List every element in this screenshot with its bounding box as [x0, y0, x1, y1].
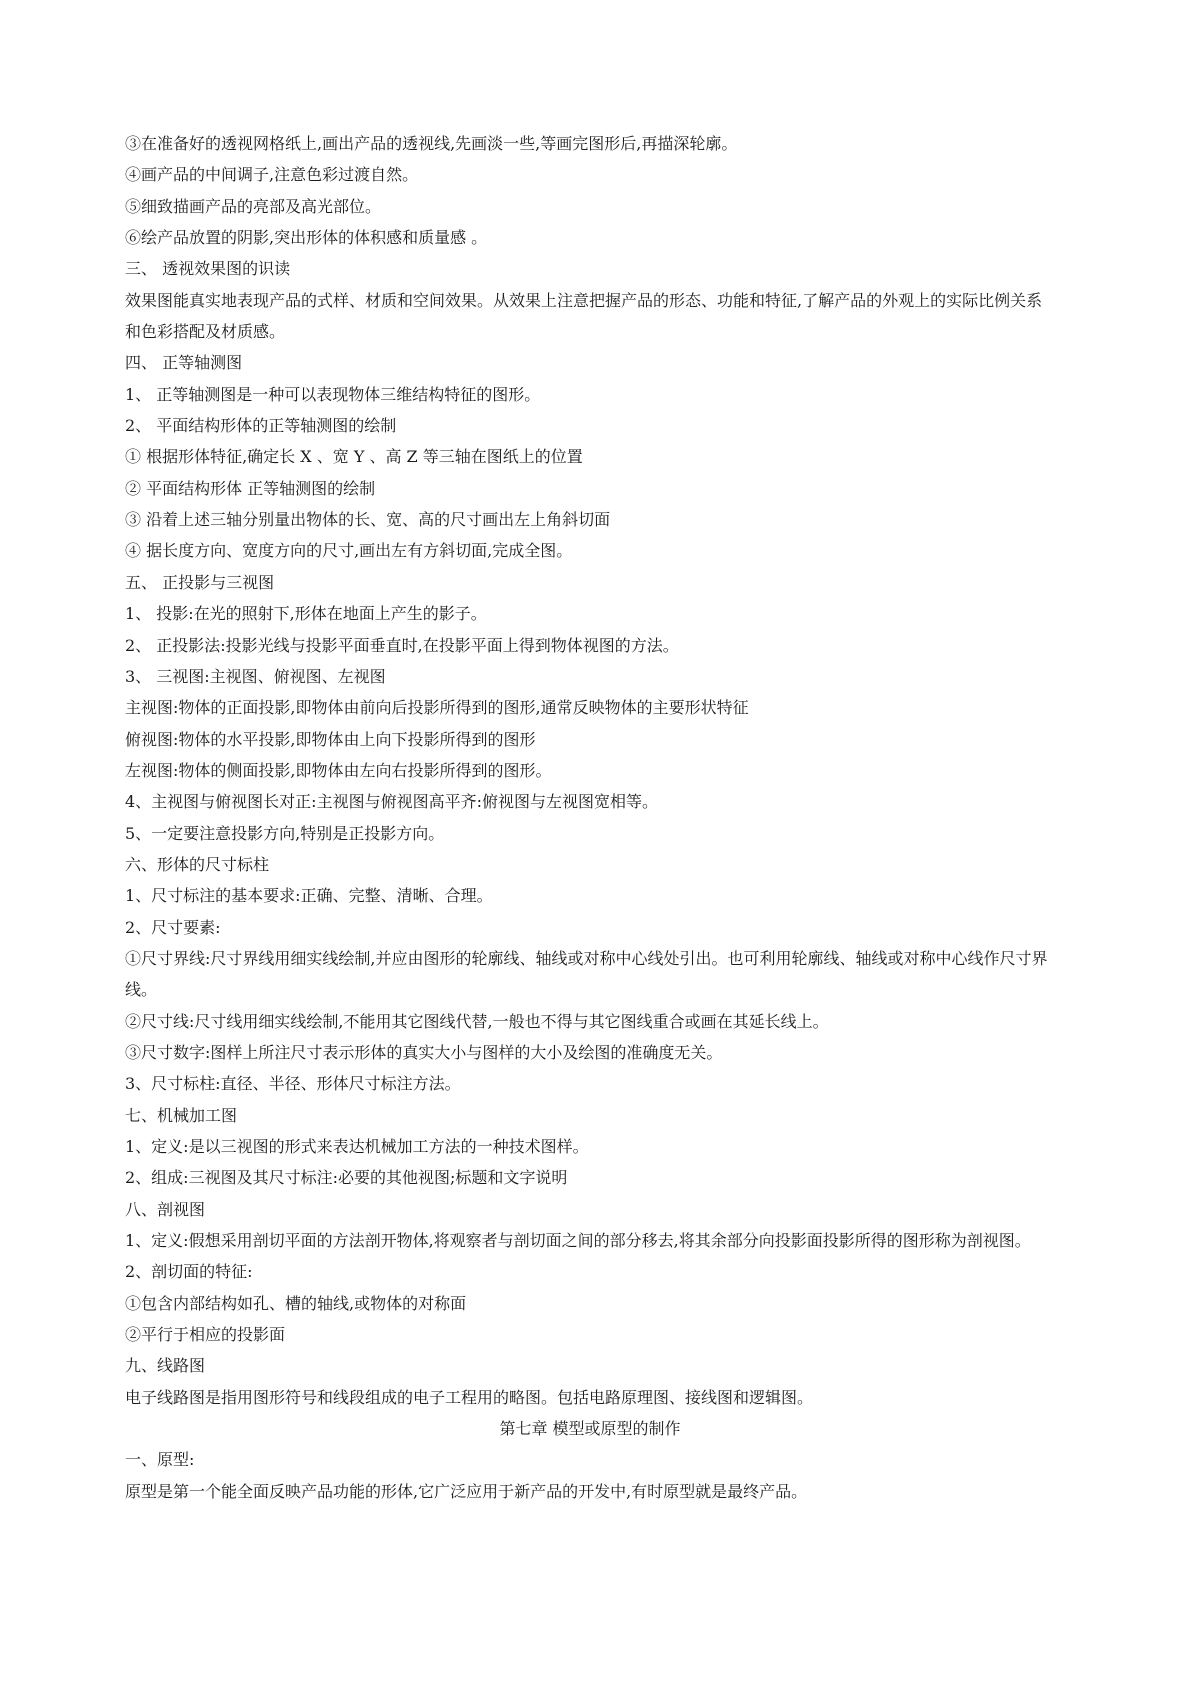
- list-item: ① 根据形体特征,确定长 X 、宽 Y 、高 Z 等三轴在图纸上的位置: [125, 447, 583, 467]
- definition-top-view: 俯视图:物体的水平投影,即物体由上向下投影所得到的图形: [125, 729, 536, 749]
- step-6-line: ⑥绘产品放置的阴影,突出形体的体积感和质量感 。: [125, 228, 488, 248]
- list-item: ④ 据长度方向、宽度方向的尺寸,画出左有方斜切面,完成全图。: [125, 541, 573, 561]
- list-item: 2、 正投影法:投影光线与投影平面垂直时,在投影平面上得到物体视图的方法。: [125, 635, 679, 655]
- chapter-title: 第七章 模型或原型的制作: [499, 1419, 681, 1439]
- paragraph-section-view: 1、定义:假想采用剖切平面的方法剖开物体,将观察者与剖切面之间的部分移去,将其余部分向投影面投影所得的图形称为剖视图。: [125, 1231, 1031, 1251]
- section-heading-6: 六、形体的尺寸标柱: [125, 854, 270, 874]
- paragraph-extension-line: ①尺寸界线:尺寸界线用细实线绘制,并应由图形的轮廓线、轴线或对称中心线处引出。也可利用轮廓线、轴线或对称中心线作尺寸界线。: [125, 948, 1048, 1000]
- paragraph-rendering: 效果图能真实地表现产品的式样、材质和空间效果。从效果上注意把握产品的形态、功能和特征,了解产品的外观上的实际比例关系和色彩搭配及材质感。: [125, 290, 1043, 342]
- list-item: 3、尺寸标柱:直径、半径、形体尺寸标注方法。: [125, 1074, 461, 1094]
- list-item: ② 平面结构形体 正等轴测图的绘制: [125, 478, 376, 498]
- list-item: 1、尺寸标注的基本要求:正确、完整、清晰、合理。: [125, 886, 493, 906]
- document-body: [125, 128, 1055, 1507]
- definition-front-view: 主视图:物体的正面投影,即物体由前向后投影所得到的图形,通常反映物体的主要形状特征: [125, 698, 749, 718]
- list-item: 2、 平面结构形体的正等轴测图的绘制: [125, 416, 397, 436]
- list-item: ②尺寸线:尺寸线用细实线绘制,不能用其它图线代替,一般也不得与其它图线重合或画在其延长线上。: [125, 1011, 829, 1031]
- section-heading-3: 三、 透视效果图的识读: [125, 259, 291, 279]
- list-item: 3、 三视图:主视图、俯视图、左视图: [125, 666, 386, 686]
- section-heading-7: 七、机械加工图: [125, 1105, 238, 1125]
- list-item: 2、剖切面的特征:: [125, 1262, 253, 1282]
- list-item: 1、定义:是以三视图的形式来表达机械加工方法的一种技术图样。: [125, 1137, 589, 1156]
- step-4-line: ④画产品的中间调子,注意色彩过渡自然。: [125, 165, 419, 185]
- paragraph-circuit: 电子线路图是指用图形符号和线段组成的电子工程用的略图。包括电路原理图、接线图和逻辑图。: [125, 1387, 814, 1407]
- list-item: 1、 正等轴测图是一种可以表现物体三维结构特征的图形。: [125, 384, 541, 404]
- list-item: ②平行于相应的投影面: [125, 1325, 286, 1345]
- section-heading-4: 四、 正等轴测图: [125, 353, 243, 373]
- list-item: 1、 投影:在光的照射下,形体在地面上产生的影子。: [125, 604, 487, 624]
- section-heading-9: 九、线路图: [125, 1356, 206, 1376]
- section-heading-8: 八、剖视图: [125, 1199, 206, 1219]
- list-item: 2、组成:三视图及其尺寸标注:必要的其他视图;标题和文字说明: [125, 1168, 568, 1188]
- step-3-line: ③在准备好的透视网格纸上,画出产品的透视线,先画淡一些,等画完图形后,再描深轮廓。: [125, 134, 738, 153]
- step-5-line: ⑤细致描画产品的亮部及高光部位。: [125, 196, 382, 216]
- section-heading-5: 五、 正投影与三视图: [125, 572, 275, 592]
- list-item: ①包含内部结构如孔、槽的轴线,或物体的对称面: [125, 1293, 467, 1313]
- list-item: 4、主视图与俯视图长对正:主视图与俯视图高平齐:俯视图与左视图宽相等。: [125, 792, 658, 812]
- list-item: 2、尺寸要素:: [125, 917, 221, 937]
- definition-left-view: 左视图:物体的侧面投影,即物体由左向右投影所得到的图形。: [125, 760, 552, 780]
- list-item: 5、一定要注意投影方向,特别是正投影方向。: [125, 823, 445, 843]
- paragraph-prototype: 原型是第一个能全面反映产品功能的形体,它广泛应用于新产品的开发中,有时原型就是最终产品。: [125, 1481, 808, 1501]
- section-heading-prototype: 一、原型:: [125, 1450, 195, 1470]
- list-item: ③ 沿着上述三轴分别量出物体的长、宽、高的尺寸画出左上角斜切面: [125, 510, 611, 530]
- list-item: ③尺寸数字:图样上所注尺寸表示形体的真实大小与图样的大小及绘图的准确度无关。: [125, 1042, 723, 1062]
